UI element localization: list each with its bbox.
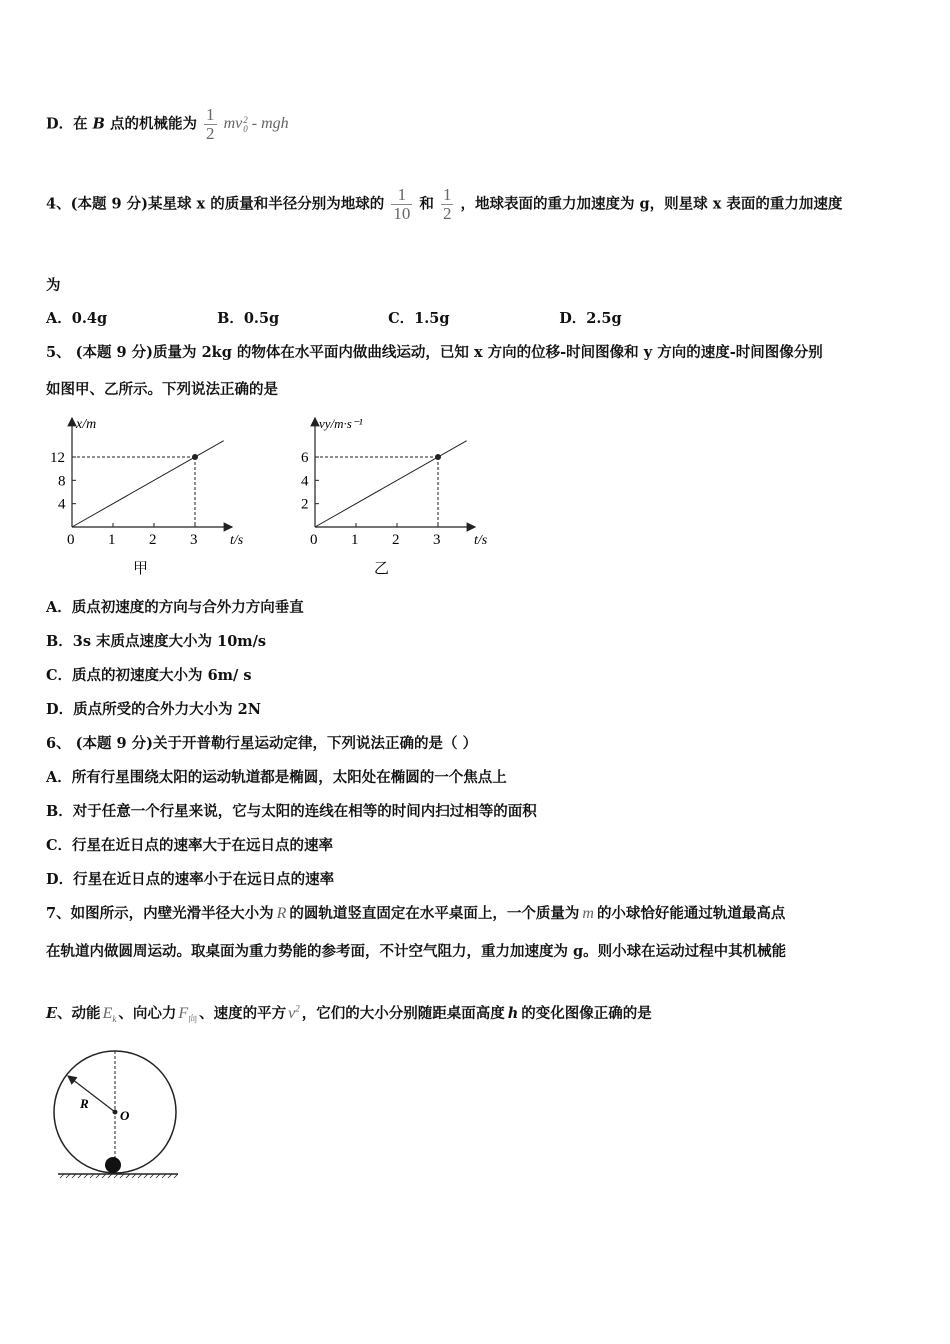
q6-option-d: D．行星在近日点的速率小于在远日点的速率 [46,871,335,888]
q7-stem-line1: 7、如图所示，内壁光滑半径大小为 R 的圆轨道竖直固定在水平桌面上，一个质量为 m 的小球恰好能通过轨道最高点 [46,905,786,922]
graph-caption: 乙 [374,561,390,577]
x-tick-label: 3 [190,532,198,548]
q7-mass-symbol: m [582,905,594,922]
q4-option-b: B．0.5g [217,310,280,327]
y-axis-label: x/m [76,417,97,432]
q5-option-b: B．3s 末质点速度大小为 10m/s [46,633,267,650]
q6-stem: 6、 (本题 9 分)关于开普勒行星运动定律，下列说法正确的是（ ） [46,735,478,752]
q7-v2-symbol: $v^2$ [288,1003,300,1022]
q3d-label: D．在 [46,115,88,133]
q4-prefix: 4、(本题 9 分)某星球 x 的质量和半径分别为地球的 [46,195,385,213]
q4-stem-cont: 为 [46,277,61,294]
marked-point [435,454,441,460]
q3d-fraction: $\frac{1}{2}$ [206,105,215,143]
data-line [315,441,467,527]
q7-stem-line2: 在轨道内做圆周运动。取桌面为重力势能的参考面，不计空气阻力，重力加速度为 g。则小球在运动过程中其机械能 [46,943,787,960]
q3d-point-b: B [92,115,105,133]
q5-graph-jia [40,410,270,585]
data-line [72,441,224,527]
q7-circle-track-figure [50,1040,190,1185]
q4-option-a: A．0.4g [46,310,108,327]
ball [105,1157,121,1173]
q5-option-d: D．质点所受的合外力大小为 2N [46,701,261,718]
radius-label: R [80,1096,89,1111]
y-tick-label: 6 [301,450,309,466]
q4-option-d: D．2.5g [559,310,622,327]
x-axis-label: t/s [474,533,488,548]
x-tick-label: 0 [67,532,75,548]
q5-graph-yi [282,410,512,585]
center-point [113,1110,118,1115]
center-label: O [120,1108,130,1123]
x-tick-label: 2 [149,532,157,548]
q4-fraction-1: $\frac{1}{10}$ [393,185,411,223]
x-tick-label: 1 [108,532,116,548]
y-tick-label: 8 [58,473,66,490]
q3d-text: 点的机械能为 [109,115,197,133]
y-axis-label: vy/m·s⁻¹ [319,416,363,431]
x-tick-label: 3 [433,532,441,548]
q4-and: 和 [419,195,434,213]
q4-option-c: C．1.5g [388,310,450,327]
x-axis-label: t/s [230,533,244,548]
q6-option-c: C．行星在近日点的速率大于在远日点的速率 [46,837,334,854]
q4-options [46,307,622,328]
q5-stem-line2: 如图甲、乙所示。下列说法正确的是 [46,381,278,398]
x-tick-label: 1 [351,532,359,548]
q7-f-symbol: $F_向$ [178,1005,198,1025]
x-tick-label: 0 [310,532,318,548]
q3-option-d [46,106,289,143]
q7-radius-symbol: R [276,905,287,922]
graph-caption: 甲 [133,561,149,577]
q6-option-a: A．所有行星围绕太阳的运动轨道都是椭圆，太阳处在椭圆的一个焦点上 [46,769,507,786]
q6-option-b: B．对于任意一个行星来说，它与太阳的连线在相等的时间内扫过相等的面积 [46,803,537,820]
q4-suffix: ，地球表面的重力加速度为 g，则星球 x 表面的重力加速度 [460,195,843,213]
q7-ek-symbol: $E_k$ [102,1005,117,1025]
q4-fraction-2: $\frac{1}{2}$ [442,185,452,223]
y-tick-label: 4 [301,473,309,490]
y-tick-label: 12 [50,450,65,466]
marked-point [192,454,198,460]
q7-stem-line3: E、动能 $E_k$ 、向心力 $F_向$ 、速度的平方 $v^2$ ，它们的大小分别随距桌面高度 h 的变化图像正确的是 [46,1003,652,1025]
q5-option-c: C．质点的初速度大小为 6m/ s [46,667,252,684]
y-tick-label: 4 [58,496,66,513]
x-tick-label: 2 [392,532,400,548]
radius-arrow [68,1076,115,1112]
q5-stem-line1: 5、 (本题 9 分)质量为 2kg 的物体在水平面内做曲线运动，已知 x 方向的位移-时间图像和 y 方向的速度-时间图像分别 [46,344,823,361]
y-tick-label: 2 [301,496,309,513]
q4-stem [46,186,842,223]
q3d-expression: mv 2 0 - mgh [223,114,289,134]
q5-option-a: A．质点初速度的方向与合外力方向垂直 [46,599,304,616]
